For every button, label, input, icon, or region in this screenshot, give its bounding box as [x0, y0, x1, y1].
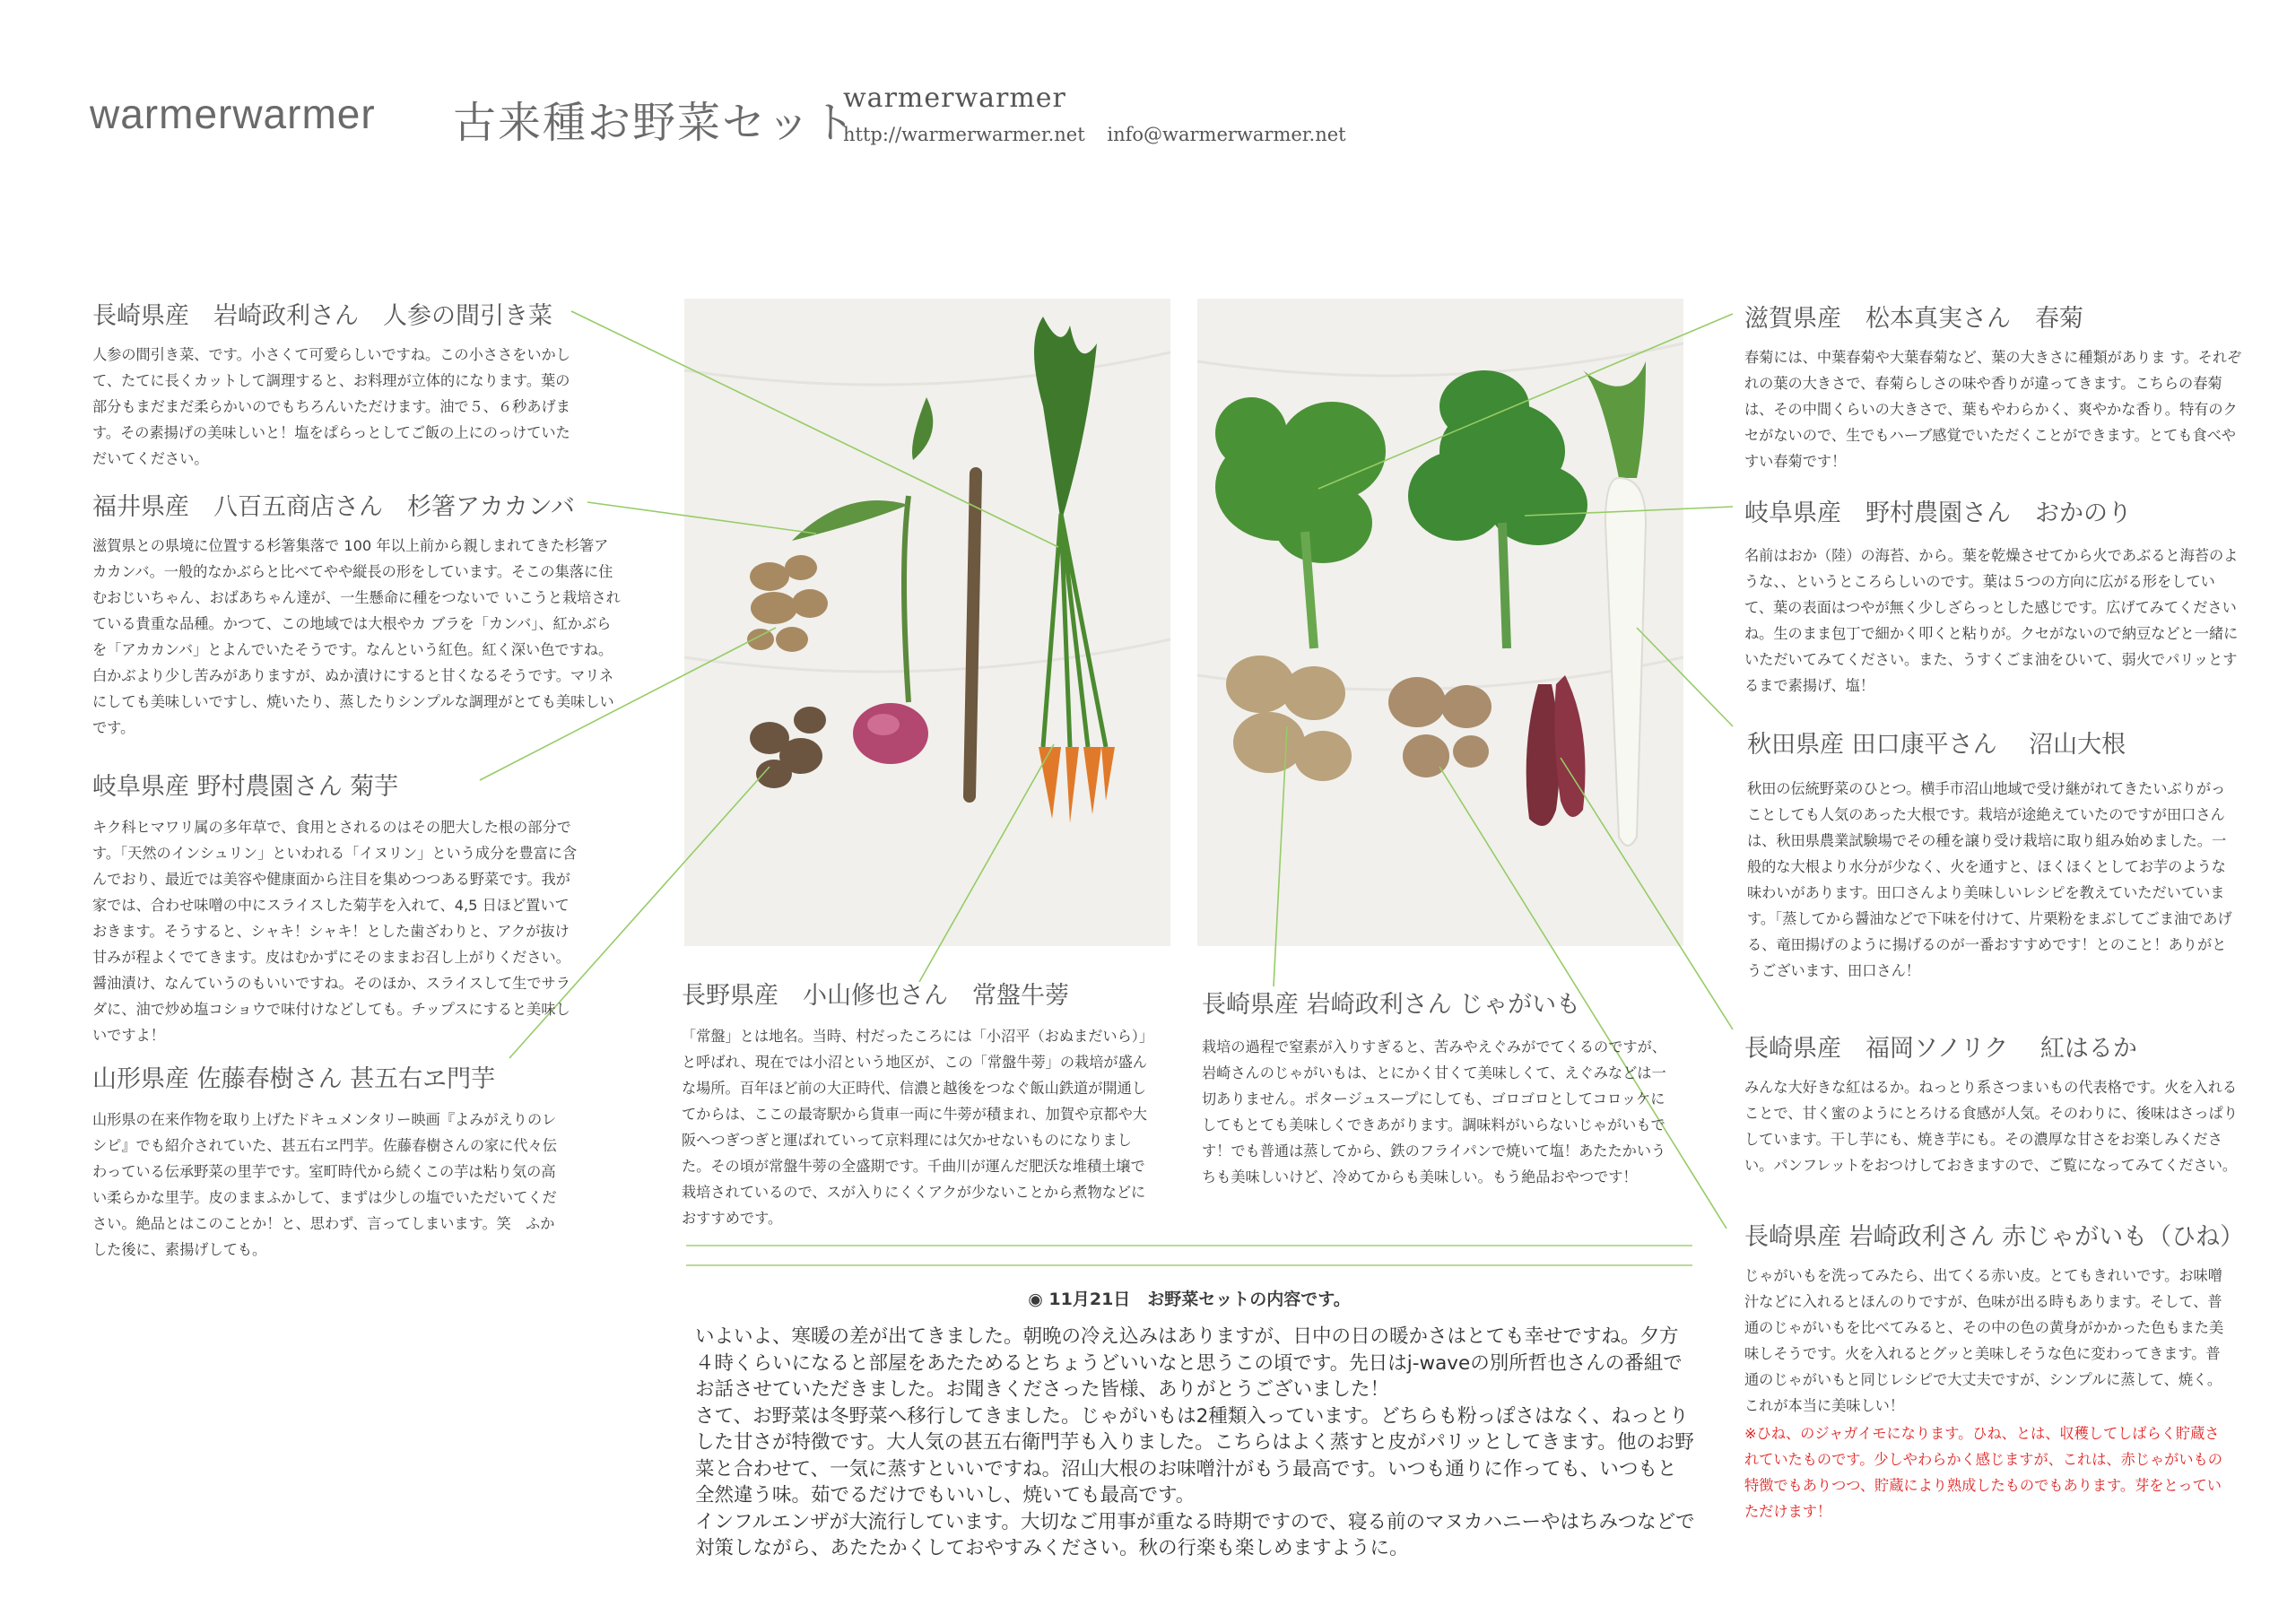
- veg-heading: 岐阜県産 野村農園さん 菊芋: [92, 773, 399, 801]
- veg-heading: 長崎県産 岩崎政利さん 赤じゃがいも（ひね）: [1744, 1223, 2245, 1251]
- veg-heading: 岐阜県産 野村農園さん おかのり: [1744, 499, 2132, 527]
- veg-description: 秋田の伝統野菜のひとつ。横手市沼山地域で受け継がれてきたいぶりがっことしても人気のあった大根です。栽培が途絶えていたのですが田口さんは、秋田県農業試験場でその種を譲り受け栽培に取り組み始めました。一般的な大根より水分が少なく、火を通すと、ほくほくとしてお芋のような味わいがあります。田口さんより美味しいレシピを教えていただいています。「蒸してから醤油などで下味を付けて、片栗粉をまぶしてごま油であげる、竜田揚げのように揚げるのが一番おすすめです！とのこと！ありがとうございます、田口さん！: [1747, 780, 2232, 979]
- vegetables-photo-left: [684, 299, 1170, 946]
- storage-note: ※ひね、のジャガイモになります。ひね、とは、収穫してしばらく貯蔵されていたものです。少しやわらかく感じますが、これは、赤じゃがいもの特徴でもありつつ、貯蔵により熟成したものでもあります。芽をとっていただけます！: [1744, 1425, 2222, 1520]
- veg-heading: 山形県産 佐藤春樹さん 甚五右ヱ門芋: [92, 1065, 496, 1093]
- veg-description: 人参の間引き菜、です。小さくて可愛らしいですね。この小ささをいかして、たてに長くカットして調理すると、お料理が立体的になります。葉の部分もまだまだ柔らかいのでもちろんいただけます。油で５、６秒あげます。その素揚げの美味しいと！塩をぱらっとしてご飯の上にのっけていただいてください。: [92, 346, 570, 467]
- website-link[interactable]: http://warmerwarmer.net: [843, 124, 1085, 145]
- veg-description: 滋賀県との県境に位置する杉箸集落で 100 年以上前から親しまれてきた杉箸アカカンバ。一般的なかぶらと比べてやや縦長の形をしています。そこの集落に住むおじいちゃん、おばあちゃん達が、一生懸命に種をつないで いこうと栽培されている貴重な品種。かつて、この地域では大根やカ ブラを「カンバ」、紅かぶらを「アカカンバ」とよんでいたそうです。なんという紅色。紅く深い色ですね。白かぶより少し苦みがありますが、ぬか漬けにすると甘くなるそうです。マリネにしても美味しいですし、焼いたり、蒸したりシンプルな調理がとても美味しいです。: [92, 537, 621, 736]
- veg-card-carrot-greens: [92, 296, 577, 472]
- veg-card-gobo: [682, 976, 1166, 1231]
- brand-name-right: warmerwarmer: [843, 83, 1066, 114]
- veg-card-potato: [1202, 985, 1686, 1190]
- veg-description: キク科ヒマワリ属の多年草で、食用とされるのはその肥大した根の部分です。「天然のインシュリン」といわれる「イヌリン」という成分を豊富に含んでおり、最近では美容や健康面から注目を集めつつある野菜です。我が家では、合わせ味噌の中にスライスした菊芋を入れて、4,5 日ほど置いておきます。そうすると、シャキ！シャキ！とした歯ざわりと、アクが抜け甘みが程よくでてきます。皮はむかずにそのままお召し上がりください。醤油漬け、なんていうのもいいですね。そのほか、スライスして生でサラダに、油で炒め塩コショウで味付けなどしても。チップスにすると美味しいですよ！: [92, 819, 578, 1044]
- photo-left: [684, 299, 1170, 946]
- veg-description: みんな大好きな紅はるか。ねっとり系さつまいもの代表格です。火を入れることで、甘く蜜のようにとろける食感が人気。そのわりに、後味はさっぱりしています。干し芋にも、焼き芋にも。その濃厚な甘さをお楽しみください。パンフレットをおつけしておきますので、ご覧になってみてください。: [1744, 1079, 2239, 1174]
- veg-heading: 秋田県産 田口康平さん 沼山大根: [1747, 731, 2126, 759]
- veg-card-beniharuka: [1744, 1029, 2247, 1178]
- veg-description: 「常盤」とは地名。当時、村だったころには「小沼平（おぬまだいら）」と呼ばれ、現在では小沼という地区が、この「常盤牛蒡」の栽培が盛んな場所。百年ほど前の大正時代、信濃と越後をつなぐ飯山鉄道が開通してからは、ここの最寄駅から貨車一両に牛蒡が積まれ、加賀や京都や大阪へつぎつぎと運ばれていって京料理には欠かせないものになりました。その頃が常盤牛蒡の全盛期です。千曲川が運んだ肥沃な堆積土壌で栽培されているので、スが入りにくくアクが少ないことから煮物などにおすすめです。: [682, 1028, 1147, 1227]
- notice-paragraph: インフルエンザが大流行しています。大切なご用事が重なる時期ですので、寝る前のマヌカハニーやはちみつなどで対策しながら、あたたかくしておやすみください。秋の行楽も楽しめますように。: [695, 1510, 1695, 1559]
- notice-title: ◉ 11月21日 お野菜セットの内容です。: [1028, 1290, 1351, 1309]
- brand-name: warmerwarmer: [90, 91, 376, 137]
- notice-body: [695, 1324, 1695, 1562]
- vegetables-photo-right: [1197, 299, 1683, 946]
- veg-heading: 長崎県産 福岡ソノリク 紅はるか: [1744, 1035, 2137, 1063]
- veg-card-jingoemon: [92, 1059, 595, 1263]
- veg-heading: 長野県産 小山修也さん 常盤牛蒡: [682, 982, 1069, 1010]
- veg-card-akakanba: [92, 487, 631, 741]
- separator-bottom: [686, 1264, 1692, 1266]
- veg-card-red-potato: [1744, 1217, 2256, 1524]
- email-link[interactable]: info@warmerwarmer.net: [1107, 124, 1346, 145]
- veg-card-kikuimo: [92, 767, 595, 1048]
- veg-card-shungiku: [1744, 299, 2247, 474]
- notice-paragraph: さて、お野菜は冬野菜へ移行してきました。じゃがいもは2種類入っています。どちらも粉っぽさはなく、ねっとりした甘さが特徴です。大人気の甚五右衛門芋も入りました。こちらはよく蒸すと皮がパリッとしてきます。他のお野菜と合わせて、一気に蒸すといいですね。沼山大根のお味噌汁がもう最高です。いつも通りに作っても、いつもと全然違う味。茹でるだけでもいいし、焼いても最高です。: [695, 1404, 1694, 1507]
- veg-description: 春菊には、中葉春菊や大葉春菊など、葉の大きさに種類がありま す。それぞれの葉の大きさで、春菊らしさの味や香りが違ってきます。こちらの春菊は、その中間くらいの大きさで、葉もやわらかく、爽やかな香り。特有のクセがないので、生でもハーブ感覚でいただくことができます。とても食べやすい春菊です！: [1744, 349, 2242, 470]
- veg-description: 山形県の在来作物を取り上げたドキュメンタリー映画『よみがえりのレシピ』でも紹介されていた、甚五右ヱ門芋。佐藤春樹さんの家に代々伝わっている伝承野菜の里芋です。室町時代から続くこの芋は粘り気の高い柔らかな里芋。皮のままふかして、まずは少しの塩でいただいてください。絶品とはこのことか！と、思わず、言ってしまいます。笑 ふかした後に、素揚げしても。: [92, 1111, 557, 1258]
- veg-heading: 長崎県産 岩崎政利さん じゃがいも: [1202, 991, 1581, 1019]
- contact-links: [843, 124, 1362, 145]
- photo-right: [1197, 299, 1683, 946]
- veg-description: 名前はおか（陸）の海苔、から。葉を乾燥させてから火であぶると海苔のような、、というところらしいのです。葉は５つの方向に広がる形をしていて、葉の表面はつやが無く少しざらっとした感じです。広げてみてくださいね。生のまま包丁で細かく叩くと粘りが。クセがないので納豆などと一緒にいただいてみてください。また、うすくごま油をひいて、弱火でパリッとするまで素揚げ、塩！: [1744, 547, 2239, 694]
- page-title: 古来種お野菜セット: [453, 98, 857, 148]
- veg-heading: 滋賀県産 松本真実さん 春菊: [1744, 305, 2083, 333]
- veg-description: 栽培の過程で窒素が入りすぎると、苦みやえぐみがでてくるのですが、岩崎さんのじゃがいもは、とにかく甘くて美味しくて、えぐみなどは一切ありません。ポタージュスープにしても、ゴロゴロとしてコロッケにしてもとても美味しくできあがります。調味料がいらないじゃがいもです！でも普通は蒸してから、鉄のフライパンで焼いて塩！あたたかいうちも美味しいけど、冷めてからも美味しい。もう絶品おやつです！: [1202, 1038, 1666, 1185]
- veg-card-okanori: [1744, 493, 2247, 699]
- separator-top: [686, 1245, 1692, 1246]
- veg-description: じゃがいもを洗ってみたら、出てくる赤い皮。とてもきれいです。お味噌汁などに入れるとほんのりですが、色味が出る時もあります。そして、普通のじゃがいもを比べてみると、その中の色の黄身がかかった色もまた美味しそうです。火を入れるとグッと美味しそうな色に変わってきます。普通のじゃがいもと同じレシピで大丈夫ですが、シンプルに蒸して、焼く。これが本当に美味しい！: [1744, 1267, 2224, 1414]
- notice-paragraph: いよいよ、寒暖の差が出てきました。朝晩の冷え込みはありますが、日中の日の暖かさはとても幸せですね。夕方４時くらいになると部屋をあたためるとちょうどいいなと思うこの頃です。先日はj-waveの別所哲也さんの番組でお話させていただきました。お聞きくださった皆様、ありがとうございました！: [695, 1325, 1683, 1401]
- veg-card-numayama-daikon: [1747, 725, 2249, 984]
- veg-heading: 長崎県産 岩崎政利さん 人参の間引き菜: [92, 302, 552, 330]
- veg-heading: 福井県産 八百五商店さん 杉箸アカカンバ: [92, 493, 575, 521]
